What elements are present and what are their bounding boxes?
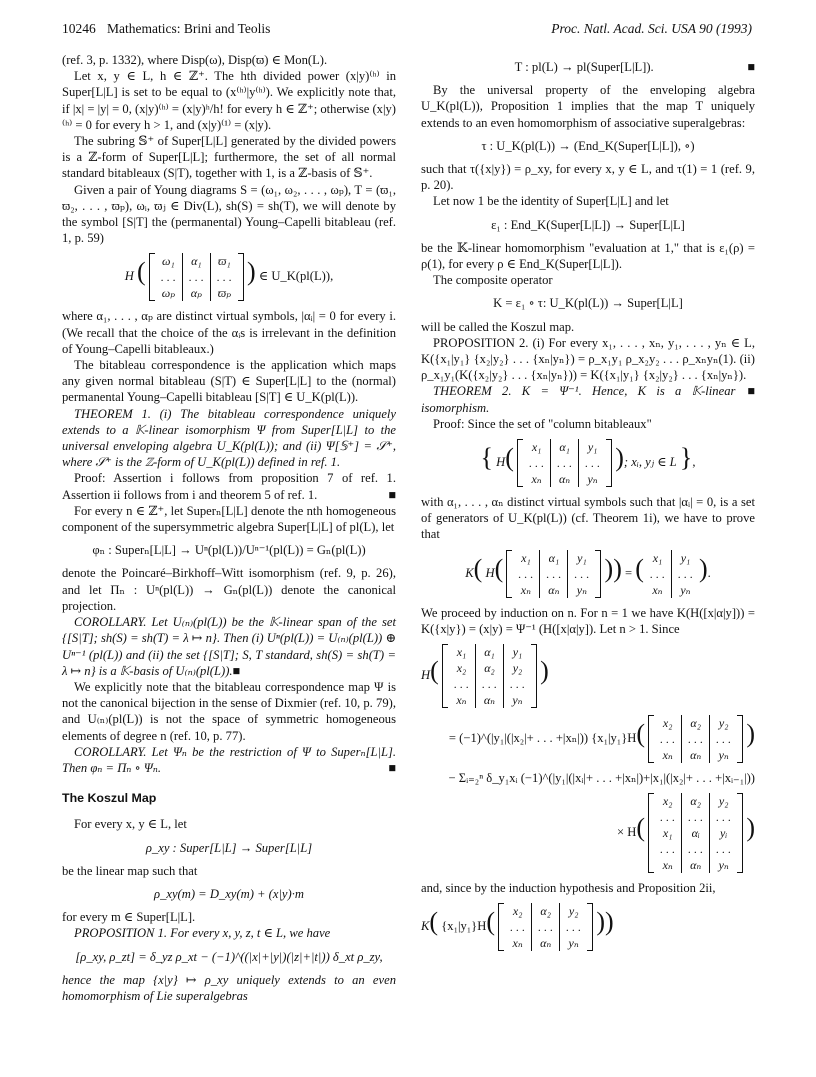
paragraph: By the universal property of the enveloping algebra U_K(pl(L)), Proposition 1 implies that the map T uniquely extends to an even homomorphism of associative superalgebras: <box>421 83 755 130</box>
tableau <box>523 439 606 487</box>
paragraph: such that τ({x|y}) = ρ_xy, for every x, y ∈ L, and τ(1) = 1 (ref. 9, p. 20). <box>421 162 755 193</box>
tableau-cell: xₙ <box>512 936 523 951</box>
tableau-cell: . . . <box>682 809 710 825</box>
tableau-cell: yₙ <box>710 747 738 763</box>
corollary-1: COROLLARY. Let U₍ₙ₎(pl(L)) be the 𝕂-linear span of the set {[S|T]; sh(S) = sh(T) = λ ↦ n}. Then (i) Uⁿ(pl(L)) = U₍ₙ₎(pl(L)) ⊕ Uⁿ⁻¹ (pl(L)) and (ii) the set {[S|T]; S, T standard, sh(S) = sh(T) = λ ↦ n} is a 𝕂-basis of U₍ₙ₎(pl(L)).■ <box>62 615 396 678</box>
rho-definition-equation: ρ_xy(m) = D_xy(m) + (x|y)·m <box>154 886 304 901</box>
column-bitableaux-set: { H( x₁ α₁ y₁ . . . . . . . . . xₙ αₙ yₙ ); xᵢ, yⱼ ∈ L }, <box>480 440 696 487</box>
tableau-cell: y₁ <box>579 439 607 455</box>
tableau-cell: . . . <box>682 841 710 857</box>
tableau-cell: α₁ <box>551 439 579 455</box>
tableau <box>654 715 737 763</box>
tableau-cell: . . . <box>210 269 238 285</box>
tableau-cell: αₙ <box>532 935 560 951</box>
tableau-cell: . . . <box>540 566 568 582</box>
tableau-cell: . . . <box>529 456 545 471</box>
corollary-2: COROLLARY. Let Ψₙ be the restriction of Ψ to Superₙ[L|L]. Then φₙ = Πₙ ∘ Ψₙ. ■ <box>62 744 396 775</box>
tableau-row <box>504 919 587 935</box>
tableau-cell: . . . <box>660 842 676 857</box>
tableau-cell: x₁ <box>531 440 542 455</box>
tableau-cell: xₙ <box>662 748 673 763</box>
tableau-row <box>504 935 587 951</box>
tableau-row <box>654 793 737 809</box>
paragraph: for every m ∈ Super[L|L]. <box>62 910 196 925</box>
tableau-cell: α₂ <box>532 903 560 919</box>
induction-lhs: H( x₁ α₁ y₁ x₂ α₂ y₂ . . . . . . . . . xₙ αₙ yₙ ) <box>421 645 549 708</box>
paragraph: The subring 𝕊⁺ of Super[L|L] generated by the divided powers is a ℤ-form of Super[L|L]; furthermore, the set of all normal standard bitableaux (S|T), together with 1, is a ℤ-basis of 𝕊⁺. <box>62 134 396 181</box>
tableau-cell: . . . <box>532 919 560 935</box>
tableau-row <box>448 644 531 660</box>
induction-first-term: = (−1)^(|y₁|(|x₂|+ . . . +|xₙ|)) {x₁|y₁}H( x₂ α₂ y₂ . . . . . . . . . xₙ αₙ yₙ ) <box>448 716 755 763</box>
tableau-cell: y₂ <box>503 660 531 676</box>
tableau-cell: y₁ <box>568 550 596 566</box>
tableau-cell: x₁ <box>652 550 663 565</box>
tableau-cell: x₂ <box>512 904 523 919</box>
paragraph: For every x, y ∈ L, let <box>74 817 187 832</box>
paragraph: For every n ∈ ℤ⁺, let Superₙ[L|L] denote the nth homogeneous component of the supersymmetric algebra Super[L|L] of pl(L), let <box>62 503 396 535</box>
page-number: 10246 <box>62 21 96 36</box>
tableau-cell: xₙ <box>456 693 467 708</box>
tau-equation: τ : U_K(pl(L)) → (End_K(Super[L|L]), ∘) <box>481 138 695 153</box>
tableau-cell: x₁ <box>456 645 467 660</box>
tableau-cell: ϖₚ <box>210 285 238 301</box>
matrix-young <box>149 253 244 301</box>
tableau-row <box>448 692 531 708</box>
tableau-cell: α₁ <box>475 644 503 660</box>
tableau-cell: . . . <box>503 676 531 692</box>
tableau-cell: αₙ <box>551 471 579 487</box>
tableau-cell: y₂ <box>710 715 738 731</box>
tableau-row <box>654 747 737 763</box>
tableau-row <box>654 809 737 825</box>
tableau-cell: y₁ <box>671 550 699 566</box>
tableau-cell: yₙ <box>560 935 588 951</box>
tableau-cell: y₂ <box>560 903 588 919</box>
tableau-row <box>644 582 699 598</box>
tableau-cell: . . . <box>710 731 738 747</box>
tableau-cell: . . . <box>710 809 738 825</box>
tableau-row <box>448 676 531 692</box>
young-capelli-equation: H ( ω₁ α₁ ϖ₁ . . . . . . . . . ωₚ αₚ ϖₚ ) ∈ U_K(pl(L)), <box>124 254 334 301</box>
t-map-equation: T : pl(L) → pl(Super[L|L]). ■ <box>514 60 755 74</box>
tableau-cell: . . . <box>660 732 676 747</box>
tableau <box>504 903 587 951</box>
tableau-cell: yᵢ <box>710 825 738 841</box>
tableau-cell: αₙ <box>682 857 710 873</box>
induction-hypothesis-equation: K( {x₁|y₁}H( x₂ α₂ y₂ . . . . . . . . . xₙ αₙ yₙ )) <box>421 904 614 951</box>
right-column <box>421 52 755 958</box>
paragraph: denote the Poincaré–Birkhoff–Witt isomorphism (ref. 9, p. 26), and let Πₙ : Uⁿ(pl(L)) → Gₙ(pl(L)) denote the canonical projection. <box>62 566 396 613</box>
tableau-row <box>654 841 737 857</box>
tableau-cell: . . . <box>660 810 676 825</box>
tableau <box>512 550 595 598</box>
paragraph: (ref. 3, p. 1332), where Disp(ω), Disp(ϖ) ∈ Mon(L). <box>62 53 328 67</box>
tableau-row <box>523 471 606 487</box>
paragraph: We proceed by induction on n. For n = 1 we have K(H([x|α|y])) = K({x|y}) = (x|y) = Ψ⁻¹ (H([x|α|y]). Let n > 1. Since <box>421 605 755 636</box>
tableau <box>644 550 699 598</box>
tableau-cell: αₚ <box>182 285 210 301</box>
tableau-cell: yₙ <box>710 857 738 873</box>
tableau-cell: x₁ <box>662 826 673 841</box>
tableau-cell: x₂ <box>662 794 673 809</box>
tableau-cell: . . . <box>510 920 526 935</box>
tableau-row <box>654 731 737 747</box>
tableau-cell: ϖ₁ <box>210 253 238 269</box>
tableau-row <box>155 269 238 285</box>
tableau-cell: α₂ <box>475 660 503 676</box>
paragraph: Let x, y ∈ L, h ∈ ℤ⁺. The hth divided power (x|y)⁽ʰ⁾ in Super[L|L] is set to be equal to (x⁽ʰ⁾|y⁽ʰ⁾). We explicitly note that, if |x| = |y| = 0, (x|y)⁽ʰ⁾ = (x|y)ʰ/h! for every h ∈ ℤ⁺; otherwise (x|y)⁽ʰ⁾ = 0 for every h > 1, and (x|y)⁽¹⁾ = (x|y). <box>62 69 396 132</box>
proof-2: Proof: Since the set of "column bitableaux" <box>433 416 652 431</box>
tableau-cell: yₙ <box>568 582 596 598</box>
tableau-row <box>654 825 737 841</box>
journal-citation: Proc. Natl. Acad. Sci. USA 90 (1993) <box>551 21 752 36</box>
left-column <box>62 52 396 1004</box>
tableau-row <box>512 582 595 598</box>
paragraph: be the 𝕂-linear homomorphism "evaluation at 1," that is ε₁(ρ) = ρ(1), for every ρ ∈ End_K(Super[L|L]). <box>421 240 755 272</box>
tableau-row <box>523 455 606 471</box>
tableau-cell: α₁ <box>540 550 568 566</box>
tableau-cell: αₙ <box>475 692 503 708</box>
tableau-row <box>512 550 595 566</box>
tableau-row <box>654 857 737 873</box>
paragraph: The bitableau correspondence is the application which maps any given normal bitableau (S|T) ∈ Super[L|L] to the (normal) permanental Young–Capelli bitableau [S|T] ∈ U_K(pl(L)). <box>62 358 396 405</box>
tableau-cell: . . . <box>649 566 665 581</box>
tableau-cell: α₂ <box>682 793 710 809</box>
paragraph: be the linear map such that <box>62 863 198 878</box>
tableau-cell: yₙ <box>671 582 699 598</box>
tableau-row <box>523 439 606 455</box>
paragraph: hence the map {x|y} ↦ ρ_xy uniquely extends to an even homomorphism of Lie superalgebras <box>62 972 396 1003</box>
tableau-cell: . . . <box>710 841 738 857</box>
tableau-row <box>504 903 587 919</box>
tableau-cell: αᵢ <box>682 825 710 841</box>
paragraph: will be called the Koszul map. <box>421 319 575 334</box>
proposition-1: PROPOSITION 1. For every x, y, z, t ∈ L, we have <box>74 926 331 941</box>
equation-tail: ∈ U_K(pl(L)), <box>258 269 334 284</box>
tableau-cell: α₁ <box>182 253 210 269</box>
tableau-cell: yₙ <box>503 692 531 708</box>
paragraph: We explicitly note that the bitableau correspondence map Ψ is not the canonical bijection in the sense of Dixmier (ref. 10, p. 79), and U₍ₙ₎(pl(L)) is not the space of symmetric homogeneous elements of degree n (ref. 10, p. 77). <box>62 679 396 743</box>
tableau-cell: . . . <box>551 455 579 471</box>
paragraph: Let now 1 be the identity of Super[L|L] and let <box>433 194 669 209</box>
tableau-cell: . . . <box>160 270 176 285</box>
bracket-equation: [ρ_xy, ρ_zt] = δ_yz ρ_xt − (−1)^((|x|+|y|)(|z|+|t|)) δ_xt ρ_zy, <box>75 949 383 964</box>
epsilon-equation: ε₁ : End_K(Super[L|L]) → Super[L|L] <box>491 217 685 232</box>
tableau-cell: x₁ <box>521 550 531 565</box>
tableau <box>654 793 737 873</box>
tableau-row <box>644 550 699 566</box>
section-title: The Koszul Map <box>62 791 157 806</box>
paragraph: The composite operator <box>433 273 553 288</box>
tableau-cell: αₙ <box>682 747 710 763</box>
tableau-cell: xₙ <box>531 472 542 487</box>
paragraph: where α₁, . . . , αₚ are distinct virtual symbols, |αᵢ| = 0 for every i. (We recall that the choice of the αᵢs is irrelevant in the definition of Young–Capelli bitableaux.) <box>62 309 396 356</box>
paragraph: and, since by the induction hypothesis and Proposition 2ii, <box>421 881 716 896</box>
tableau-cell: xₙ <box>662 858 673 873</box>
induction-swapped-term: × H( x₂ α₂ y₂ . . . . . . . . . x₁ αᵢ yᵢ . . . . . . . . . xₙ αₙ yₙ ) <box>616 794 755 873</box>
rho-map-equation: ρ_xy : Super[L|L] → Super[L|L] <box>145 840 313 855</box>
tableau-cell: . . . <box>579 455 607 471</box>
koszul-identity-equation: K( H( x₁ α₁ y₁ . . . . . . . . . xₙ αₙ yₙ )) = ( x₁ y₁ . . . . . . xₙ yₙ). <box>465 550 711 597</box>
paragraph: Given a pair of Young diagrams S = (ω₁, ω₂, . . . , ωₚ), T = (ϖ₁, ϖ₂, . . . , ϖₚ), ωᵢ, ϖⱼ ∈ Div(L), sh(S) = sh(T), we will denote by the symbol [S|T] the (permanental) Young–Capelli bitableau (ref. 1, p. 59) <box>62 182 396 246</box>
tableau-cell: x₂ <box>456 661 467 676</box>
tableau-cell: ωₚ <box>161 286 175 301</box>
tableau-cell: y₁ <box>503 644 531 660</box>
tableau-cell: y₂ <box>710 793 738 809</box>
symbol-h: H <box>124 269 134 284</box>
tableau-cell: . . . <box>182 269 210 285</box>
tableau-cell: x₂ <box>662 716 673 731</box>
tableau-cell: xₙ <box>652 582 663 597</box>
induction-sum-term: − Σᵢ₌₂ⁿ δ_y₁xᵢ (−1)^(|y₁|(|xᵢ|+ . . . +|xₙ|)+|x₁|(|x₂|+ . . . +|xᵢ₋₁|)) <box>448 771 755 786</box>
pbw-equation: φₙ : Superₙ[L|L] → Uⁿ(pl(L))/Uⁿ⁻¹(pl(L)) = Gₙ(pl(L)) <box>92 543 366 558</box>
tableau <box>155 253 238 301</box>
tableau-row <box>155 285 238 301</box>
tableau-cell: α₂ <box>682 715 710 731</box>
theorem-1: THEOREM 1. (i) The bitableau correspondence uniquely extends to a 𝕂-linear isomorphism Ψ from Super[L|L] to the universal enveloping algebra U_K(pl(L)); and (ii) Ψ[𝕊⁺] = 𝒮⁺, where 𝒮⁺ is the ℤ-form of U_K(pl(L)) defined in ref. 1. <box>62 406 396 470</box>
tableau-cell: . . . <box>568 566 596 582</box>
tableau-row <box>644 566 699 582</box>
tableau <box>448 644 531 708</box>
tableau-row <box>654 715 737 731</box>
tableau-cell: . . . <box>671 566 699 582</box>
proposition-2: PROPOSITION 2. (i) For every x₁, . . . , xₙ, y₁, . . . , yₙ ∈ L, K({x₁|y₁} {x₂|y₂} . . . {xₙ|yₙ}) = ρ_x₁y₁ ρ_x₂y₂ . . . ρ_xₙyₙ(1). (ii) ρ_x₁y₁(K({x₂|y₂} . . . {xₙ|yₙ})) = K({x₁|y₁} {x₂|y₂} . . . {xₙ|yₙ}). ■ <box>421 335 755 399</box>
tableau-cell: yₙ <box>579 471 607 487</box>
tableau-cell: . . . <box>475 676 503 692</box>
tableau-row <box>448 660 531 676</box>
tableau-cell: . . . <box>518 566 534 581</box>
running-header <box>62 21 752 39</box>
theorem-2: THEOREM 2. K = Ψ⁻¹. Hence, K is a 𝕂-linear isomorphism. <box>421 384 736 415</box>
tableau-cell: . . . <box>453 677 469 692</box>
paragraph: with α₁, . . . , αₙ distinct virtual symbols such that |αᵢ| = 0, is a set of generators of U_K(pl(L)) (cf. Theorem 1i), we have to prove that <box>421 495 755 542</box>
tableau-cell: αₙ <box>540 582 568 598</box>
tableau-cell: xₙ <box>520 582 531 597</box>
tableau-row <box>155 253 238 269</box>
tableau-cell: . . . <box>560 919 588 935</box>
tableau-cell: . . . <box>682 731 710 747</box>
section-label: Mathematics: Brini and Teolis <box>107 21 271 36</box>
tableau-row <box>512 566 595 582</box>
tableau-cell: ω₁ <box>162 254 175 269</box>
koszul-composite-equation: K = ε₁ ∘ τ: U_K(pl(L)) → Super[L|L] <box>493 296 683 311</box>
proof-1: Proof: Assertion i follows from proposition 7 of ref. 1. Assertion ii follows from i and theorem 5 of ref. 1. ■ <box>62 471 396 502</box>
